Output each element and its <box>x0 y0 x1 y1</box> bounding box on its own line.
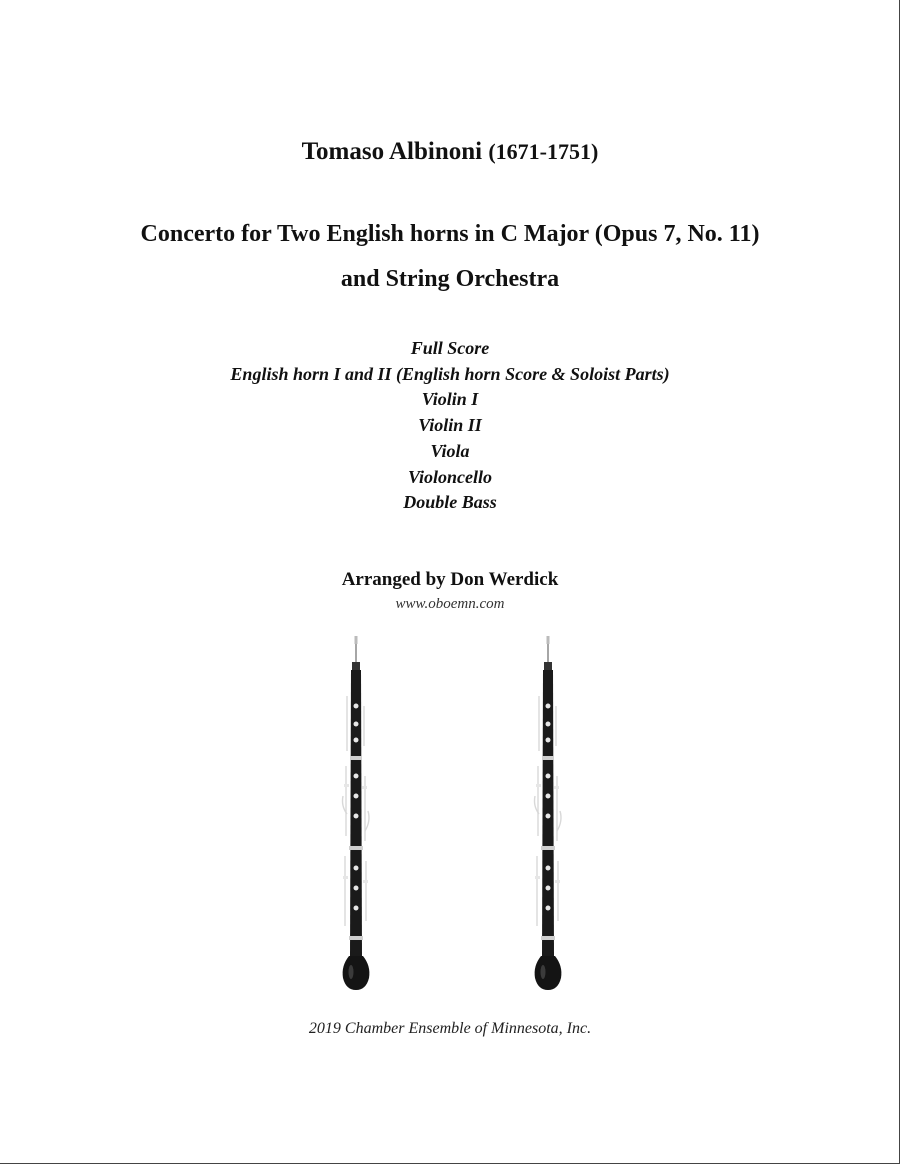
part-item: Violin I <box>421 389 479 410</box>
part-item: Viola <box>430 440 470 461</box>
english-horn-icon <box>535 636 562 990</box>
copyright-notice: 2019 Chamber Ensemble of Minnesota, Inc. <box>308 1020 592 1037</box>
english-horn-illustration-left <box>335 636 375 992</box>
composer-dates: (1671-1751) <box>488 139 599 164</box>
website-link: www.oboemn.com <box>395 596 505 612</box>
parts-list <box>0 336 900 516</box>
english-horn-icon <box>343 636 370 990</box>
part-item: Violin II <box>418 415 482 436</box>
work-subtitle: and String Orchestra <box>340 266 560 292</box>
part-item: Violoncello <box>407 466 492 487</box>
work-title: Concerto for Two English horns in C Major (Opus 7, No. 11) <box>140 221 760 247</box>
part-item: Full Score <box>410 338 490 358</box>
arranger-credit: Arranged by Don Werdick <box>341 569 559 590</box>
composer-name: Tomaso Albinoni <box>301 138 483 165</box>
part-item: Double Bass <box>403 492 497 513</box>
english-horn-illustration-right <box>527 636 567 992</box>
part-item: English horn I and II (English horn Score & Soloist Parts) <box>230 363 670 384</box>
composer-heading <box>0 138 900 166</box>
